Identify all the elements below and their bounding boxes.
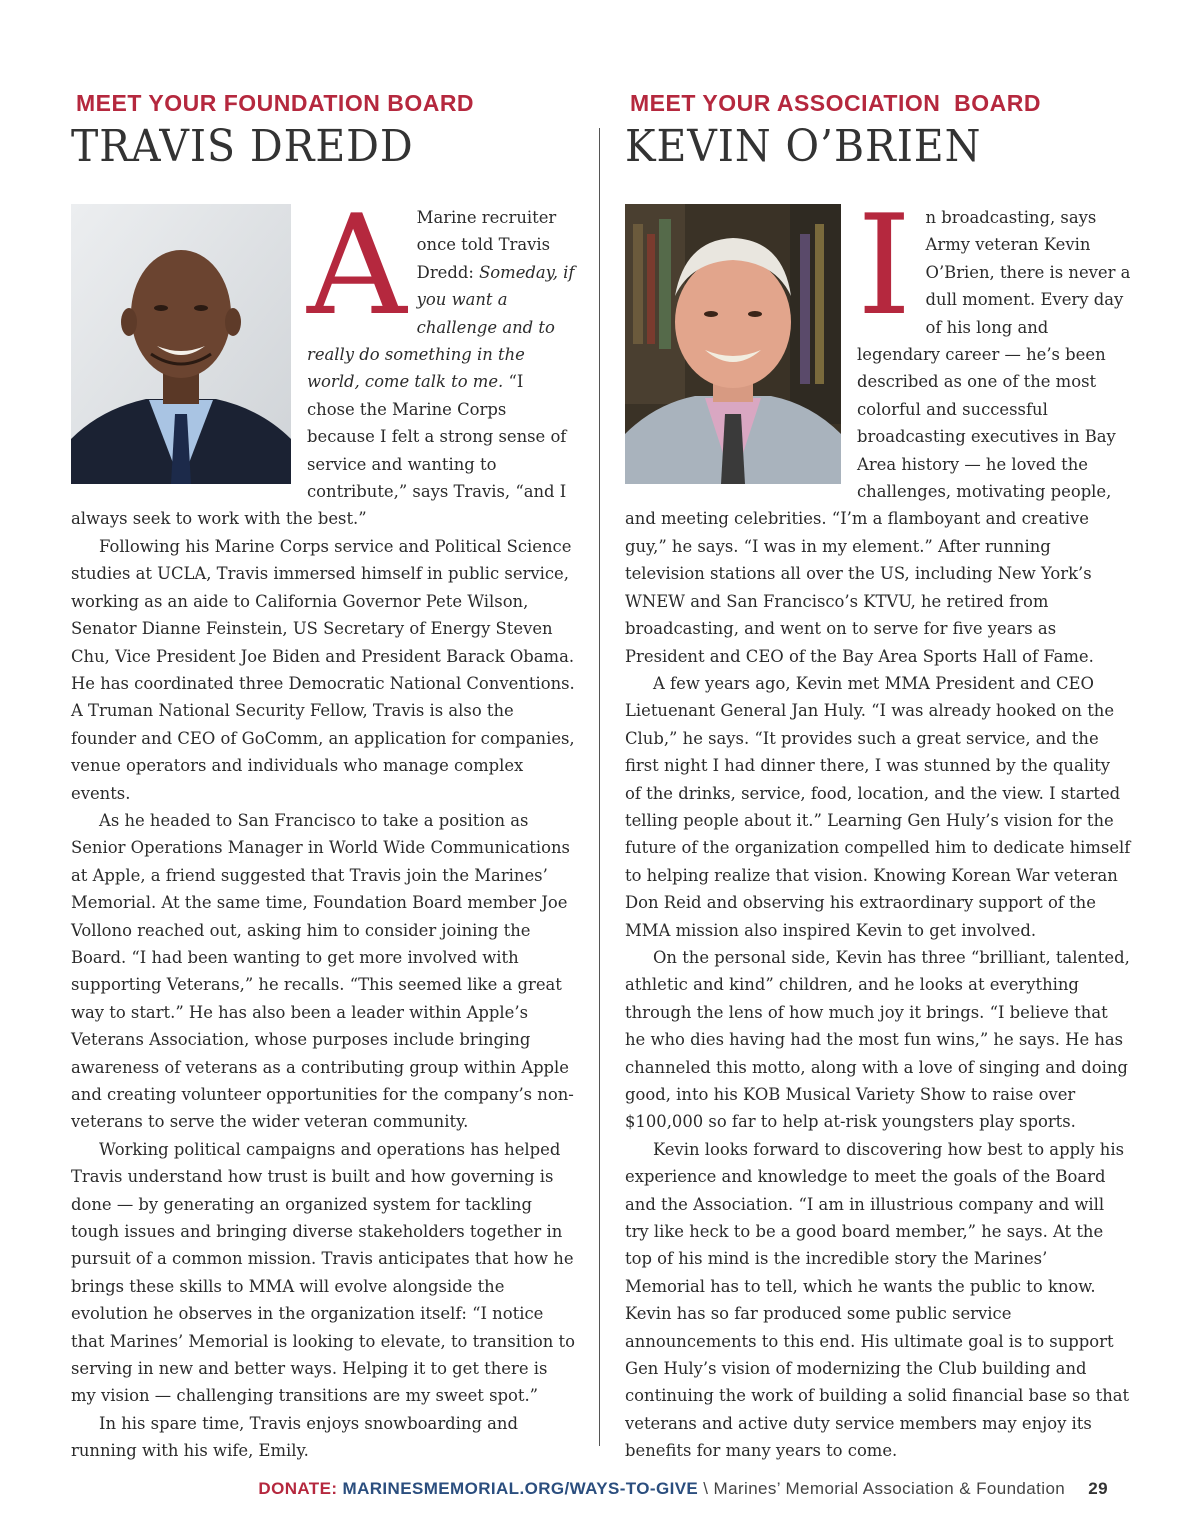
page-number: 29 bbox=[1088, 1479, 1108, 1498]
travis-paragraph-5: In his spare time, Travis enjoys snowboarding and running with his wife, Emily. bbox=[71, 1413, 518, 1461]
kevin-paragraph-2: A few years ago, Kevin met MMA President and CEO Lietuenant General Jan Huly. “I was already hooked on the Club,” he says. “It provides such a great service, and the first night I had dinner there, I was stunned by the quality of the drinks, service, food, location, and the view. I started telling people about it.” Learning Gen Huly’s vision for the future of the organization compelled him to dedicate himself to helping realize that vision. Knowing Korean War veteran Don Reid and observing his extraordinary support of the MMA mission also inspired Kevin to get involved. bbox=[625, 673, 1131, 940]
kevin-paragraph-4: Kevin looks forward to discovering how best to apply his experience and knowledge to meet the goals of the Board and the Association. “I am in illustrious company and will try like heck to be a good board member,” he says. At the top of his mind is the incredible story the Marines’ Memorial has to tell, which he wants the public to know. Kevin has so far produced some public service announcements to this end. His ultimate goal is to support Gen Huly’s vision of modernizing the Club building and continuing the work of building a solid financial base so that veterans and active duty service members may enjoy its benefits for many years to come. bbox=[625, 1139, 1130, 1461]
column-divider bbox=[599, 128, 600, 1446]
kevin-paragraph-1: In broadcasting, says Army veteran Kevin O’Brien, there is never a dull moment. Every day of his long and legendary career — he’s been described as one of the most colorful and successful broadcasting executives in Bay Area history — he loved the challenges, motivating people, and meeting celebrities. “I’m a flamboyant and creative guy,” he says. “I was in my element.” After running television stations all over the US, including New York’s WNEW and San Francisco’s KTVU, he retired from broadcasting, and went on to serve for five years as President and CEO of the Bay Area Sports Hall of Fame. bbox=[625, 185, 1131, 666]
travis-paragraph-3: As he headed to San Francisco to take a position as Senior Operations Manager in World Wide Communications at Apple, a friend suggested that Travis join the Marines’ Memorial. At the same time, Foundation Board member Joe Vollono reached out, asking him to consider joining the Board. “I had been wanting to get more involved with supporting Veterans,” he recalls. “This seemed like a great way to start.” He has also been a leader within Apple’s Veterans Association, whose purposes include bringing awareness of veterans as a contributing group within Apple and creating volunteer opportunities for the company’s non-veterans to serve the wider veteran community. bbox=[71, 810, 574, 1132]
travis-dredd-name: TRAVIS DREDD bbox=[71, 121, 414, 172]
dropcap-i: I bbox=[857, 185, 912, 346]
travis-paragraph-4: Working political campaigns and operations has helped Travis understand how trust is built and how governing is done — by generating an organized system for tackling tough issues and bringing diverse stakeholders together in pursuit of a common mission. Travis anticipates that how he brings these skills to MMA will evolve alongside the evolution he observes in the organization itself: “I notice that Marines’ Memorial is looking to elevate, to transition to serving in new and better ways. Helping it to get there is my vision — challenging transitions are my sweet spot.” bbox=[71, 1139, 575, 1406]
kevin-obrien-name: KEVIN O’BRIEN bbox=[625, 121, 982, 172]
foundation-board-kicker: MEET YOUR FOUNDATION BOARD bbox=[76, 90, 475, 116]
kevin-paragraph-3: On the personal side, Kevin has three “brilliant, talented, athletic and kind” children, and he looks at everything through the lens of how much joy it brings. “I believe that he who dies having had the most fun wins,” he says. He has channeled this motto, along with a love of singing and doing good, into his KOB Musical Variety Show to raise over $100,000 so far to help at-risk youngsters play sports. bbox=[625, 947, 1130, 1132]
dropcap-a: A bbox=[307, 185, 407, 346]
foundation-board-column bbox=[71, 88, 575, 1465]
kevin-obrien-photo bbox=[625, 204, 841, 484]
page-footer bbox=[0, 1479, 1108, 1499]
travis-paragraph-1: A Marine recruiter once told Travis Dredd: Someday, if you want a challenge and to really do something in the world, come talk to me. “I chose the Marine Corps because I felt a strong sense of service and wanting to contribute,” says Travis, “and I always seek to work with the best.” bbox=[71, 185, 575, 529]
travis-dredd-photo bbox=[71, 204, 291, 484]
travis-dredd-article bbox=[71, 185, 575, 1465]
association-board-column bbox=[625, 88, 1131, 1465]
association-board-kicker: MEET YOUR ASSOCIATION BOARD bbox=[630, 90, 1041, 116]
travis-paragraph-2: Following his Marine Corps service and Political Science studies at UCLA, Travis immersed himself in public service, working as an aide to California Governor Pete Wilson, Senator Dianne Feinstein, US Secretary of Energy Steven Chu, Vice President Joe Biden and President Barack Obama. He has coordinated three Democratic National Conventions. A Truman National Security Fellow, Travis is also the founder and CEO of GoComm, an application for companies, venue operators and individuals who manage complex events. bbox=[71, 536, 575, 803]
donate-link[interactable]: MARINESMEMORIAL.ORG/WAYS-TO-GIVE bbox=[342, 1479, 699, 1498]
kevin-obrien-article bbox=[625, 185, 1131, 1465]
footer-org: Marines’ Memorial Association & Foundation bbox=[713, 1479, 1066, 1498]
donate-label: DONATE: bbox=[258, 1479, 338, 1498]
footer-separator: \ bbox=[698, 1479, 714, 1498]
